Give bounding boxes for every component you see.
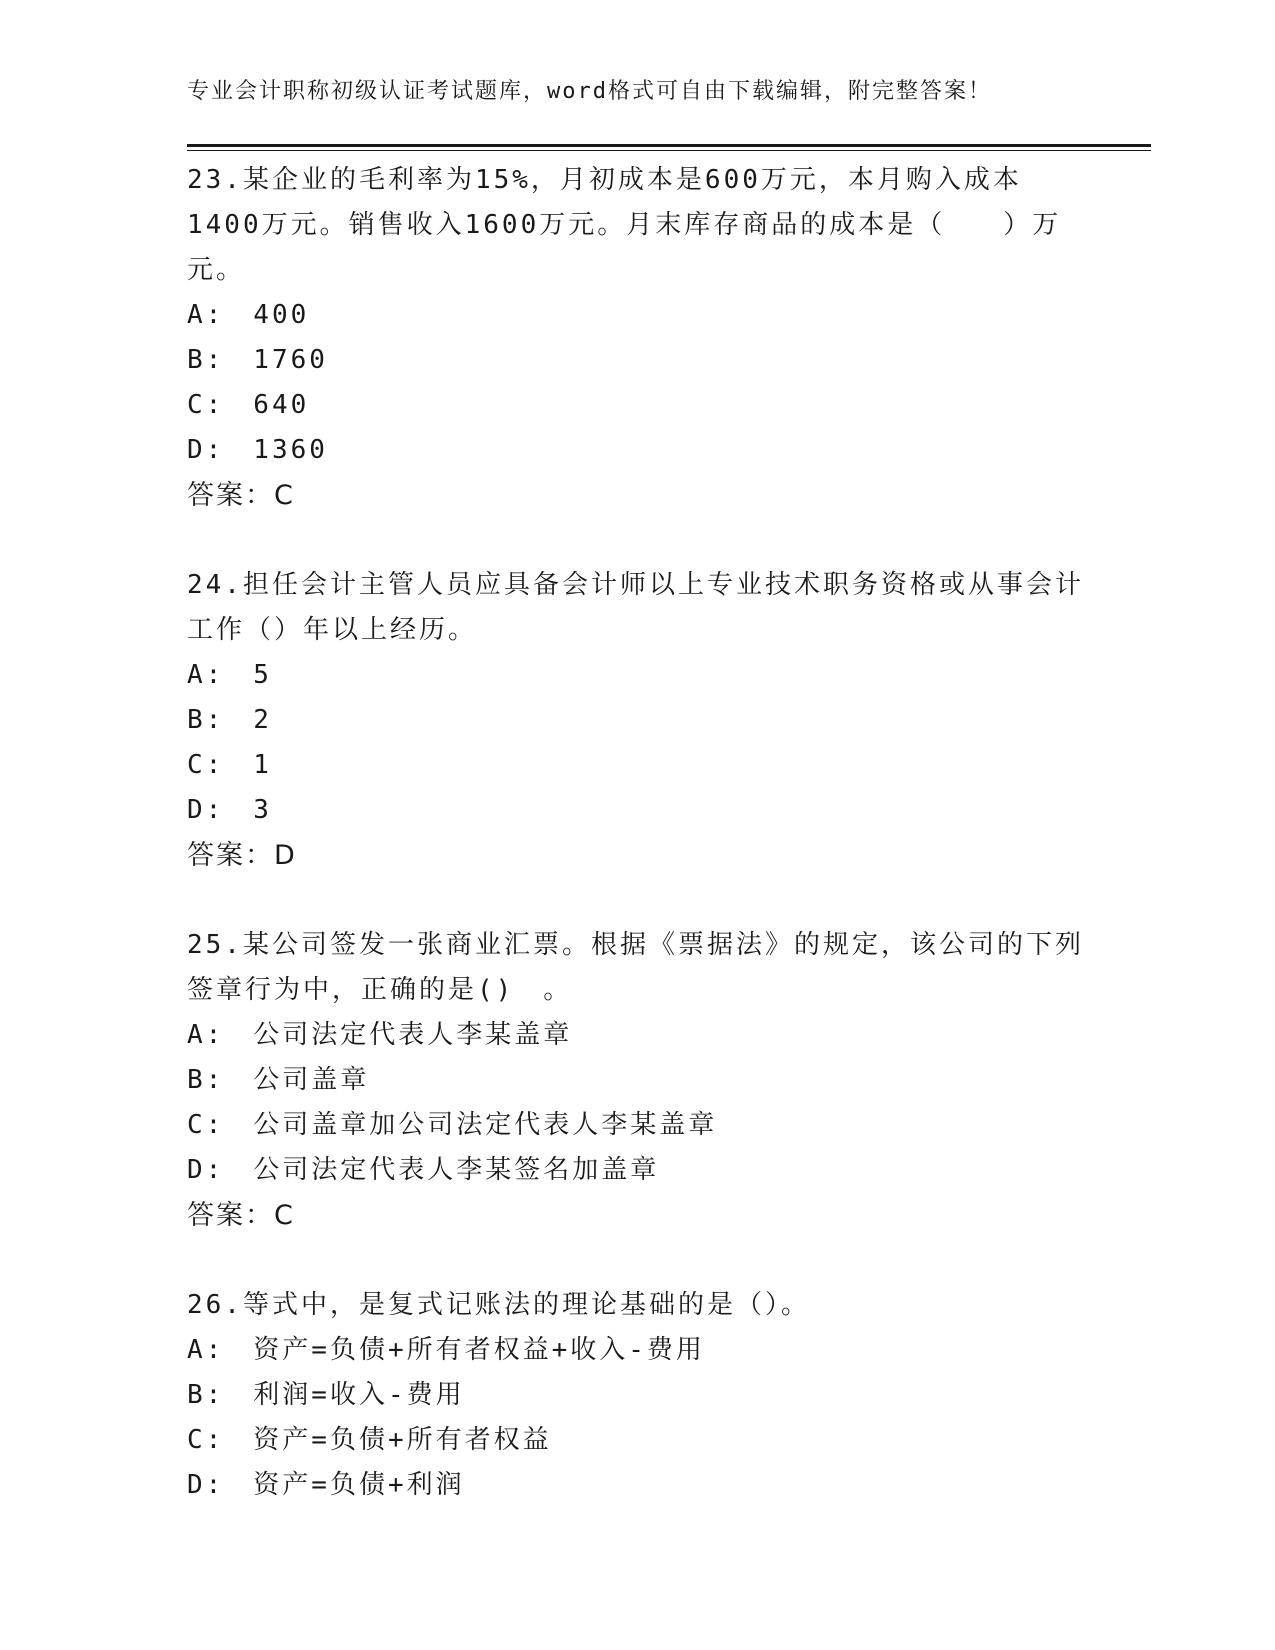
option-a: A: 400 [187, 300, 310, 330]
question-25 [187, 923, 1087, 1239]
question-text: 25.某公司签发一张商业汇票。根据《票据法》的规定，该公司的下列签章行为中，正确的是() 。 [187, 930, 1084, 1005]
question-text: 26.等式中，是复式记账法的理论基础的是（）。 [187, 1290, 810, 1320]
answer: 答案：C [187, 1200, 295, 1231]
question-text: 24.担任会计主管人员应具备会计师以上专业技术职务资格或从事会计工作（）年以上经历。 [187, 570, 1084, 645]
option-d: D: 1360 [187, 435, 328, 465]
option-d: D: 公司法定代表人李某签名加盖章 [187, 1155, 660, 1185]
question-text: 23.某企业的毛利率为15%，月初成本是600万元，本月购入成本1400万元。销售收入1600万元。月末库存商品的成本是（ ）万元。 [187, 165, 1062, 285]
question-24 [187, 563, 1087, 879]
option-b: B: 2 [187, 705, 272, 735]
option-a: A: 资产=负债+所有者权益+收入-费用 [187, 1335, 705, 1365]
page-header: 专业会计职称初级认证考试题库，word格式可自由下载编辑，附完整答案！ [187, 79, 992, 104]
answer: 答案：D [187, 840, 297, 871]
option-c: C: 640 [187, 390, 310, 420]
option-c: C: 资产=负债+所有者权益 [187, 1425, 552, 1455]
option-b: B: 利润=收入-费用 [187, 1380, 465, 1410]
option-d: D: 3 [187, 795, 272, 825]
question-23 [187, 158, 1087, 519]
answer: 答案：C [187, 480, 295, 511]
option-c: C: 公司盖章加公司法定代表人李某盖章 [187, 1110, 718, 1140]
question-26 [187, 1283, 1087, 1508]
option-a: A: 5 [187, 660, 272, 690]
header-divider-thin [187, 150, 1151, 151]
header-divider-thick [187, 144, 1151, 147]
option-a: A: 公司法定代表人李某盖章 [187, 1020, 573, 1050]
option-b: B: 1760 [187, 345, 328, 375]
option-d: D: 资产=负债+利润 [187, 1470, 465, 1500]
option-c: C: 1 [187, 750, 272, 780]
question-list [187, 158, 1087, 1552]
option-b: B: 公司盖章 [187, 1065, 370, 1095]
